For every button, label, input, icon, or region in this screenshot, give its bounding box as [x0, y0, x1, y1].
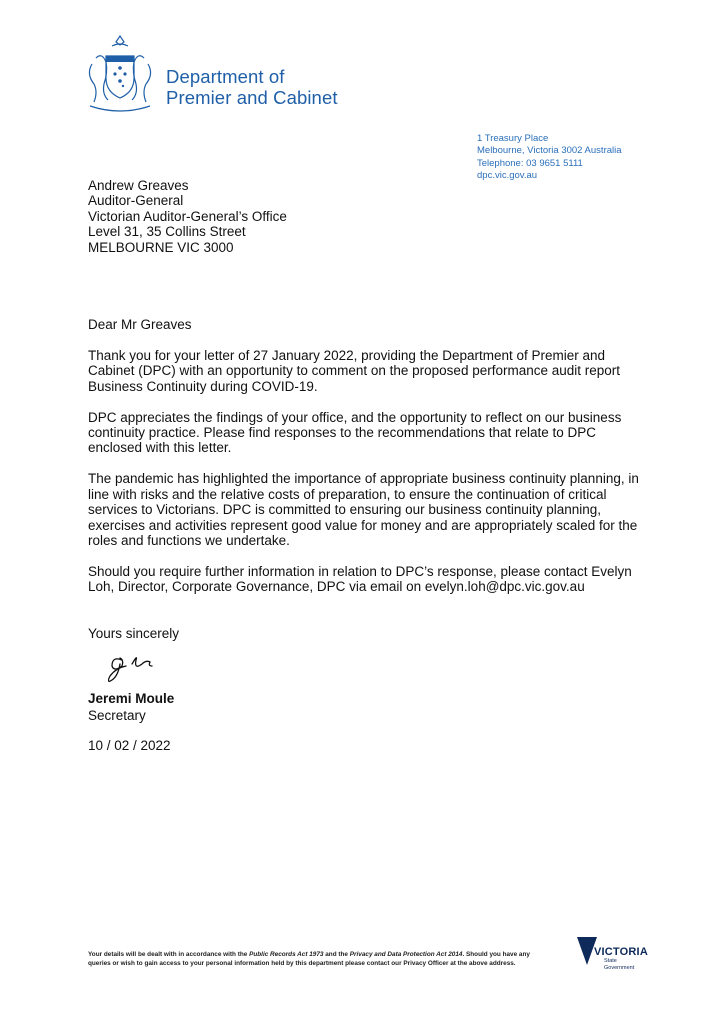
recipient-name: Andrew Greaves [88, 178, 189, 193]
privacy-text-3: . Should you have any queries or wish to gain access to your personal information held by this department please contact our Privacy Officer at the above address. [88, 951, 530, 967]
signer-title: Secretary [88, 708, 146, 723]
recipient-organisation: Victorian Auditor-General’s Office [88, 208, 287, 224]
office-website-link[interactable]: dpc.vic.gov.au [477, 169, 538, 181]
privacy-text-1: Your details will be dealt with in accordance with the [88, 951, 250, 958]
paragraph-1: Thank you for your letter of 27 January 2022, providing the Department of Premier and Cabinet (DPC) with an opportunity to comment on the proposed performance audit report Business Continuity during COVID-19. [88, 347, 621, 394]
office-address-line2: Melbourne, Victoria 3002 Australia [477, 145, 622, 157]
office-address [477, 133, 622, 182]
recipient-city: MELBOURNE VIC 3000 [88, 239, 234, 255]
department-name [166, 66, 338, 108]
recipient-street: Level 31, 35 Collins Street [88, 224, 246, 240]
closing: Yours sincerely [88, 626, 180, 641]
dept-name-line1: Department of [166, 66, 285, 87]
recipient-address-block [88, 178, 287, 255]
office-address-line1: 1 Treasury Place [477, 133, 549, 144]
privacy-act-1: Public Records Act 1973 [249, 951, 324, 958]
vic-logo-sub-2: Government [604, 964, 635, 971]
office-telephone: Telephone: 03 9651 5111 [477, 157, 583, 169]
paragraph-4: Should you require further information in relation to DPC’s response, please contact Evelyn Loh, Director, Corporate Governance, DPC via email on evelyn.loh@dpc.vic.gov.au [88, 563, 632, 595]
signer-name: Jeremi Moule [88, 691, 175, 706]
handwritten-signature-icon [108, 648, 168, 686]
vic-logo-sub-1: State [604, 958, 617, 964]
recipient-title: Auditor-General [88, 193, 184, 209]
vic-logo-sub [604, 958, 634, 971]
salutation: Dear Mr Greaves [88, 317, 192, 332]
privacy-notice [88, 950, 538, 968]
letter-body [88, 317, 643, 610]
vic-logo-word: VICTORIA [594, 946, 648, 958]
state-coat-of-arms-icon [84, 34, 156, 116]
letter-date: 10 / 02 / 2022 [88, 738, 171, 753]
paragraph-2: DPC appreciates the findings of your office, and the opportunity to reflect on our business continuity practice. Please find responses to the recommendations that relate to DPC enclosed with this letter. [88, 409, 622, 456]
privacy-act-2: Privacy and Data Protection Act 2014 [349, 951, 463, 958]
paragraph-3: The pandemic has highlighted the importance of appropriate business continuity planning, in line with risks and the relative costs of preparation, to ensure the continuation of critical services to Victorians. DPC is committed to ensuring our business continuity planning, exercises and activities represent good value for money and are appropriately scaled for the roles and functions we undertake. [88, 471, 639, 548]
dept-name-line2: Premier and Cabinet [166, 87, 338, 108]
privacy-text-2: and the [323, 951, 350, 958]
